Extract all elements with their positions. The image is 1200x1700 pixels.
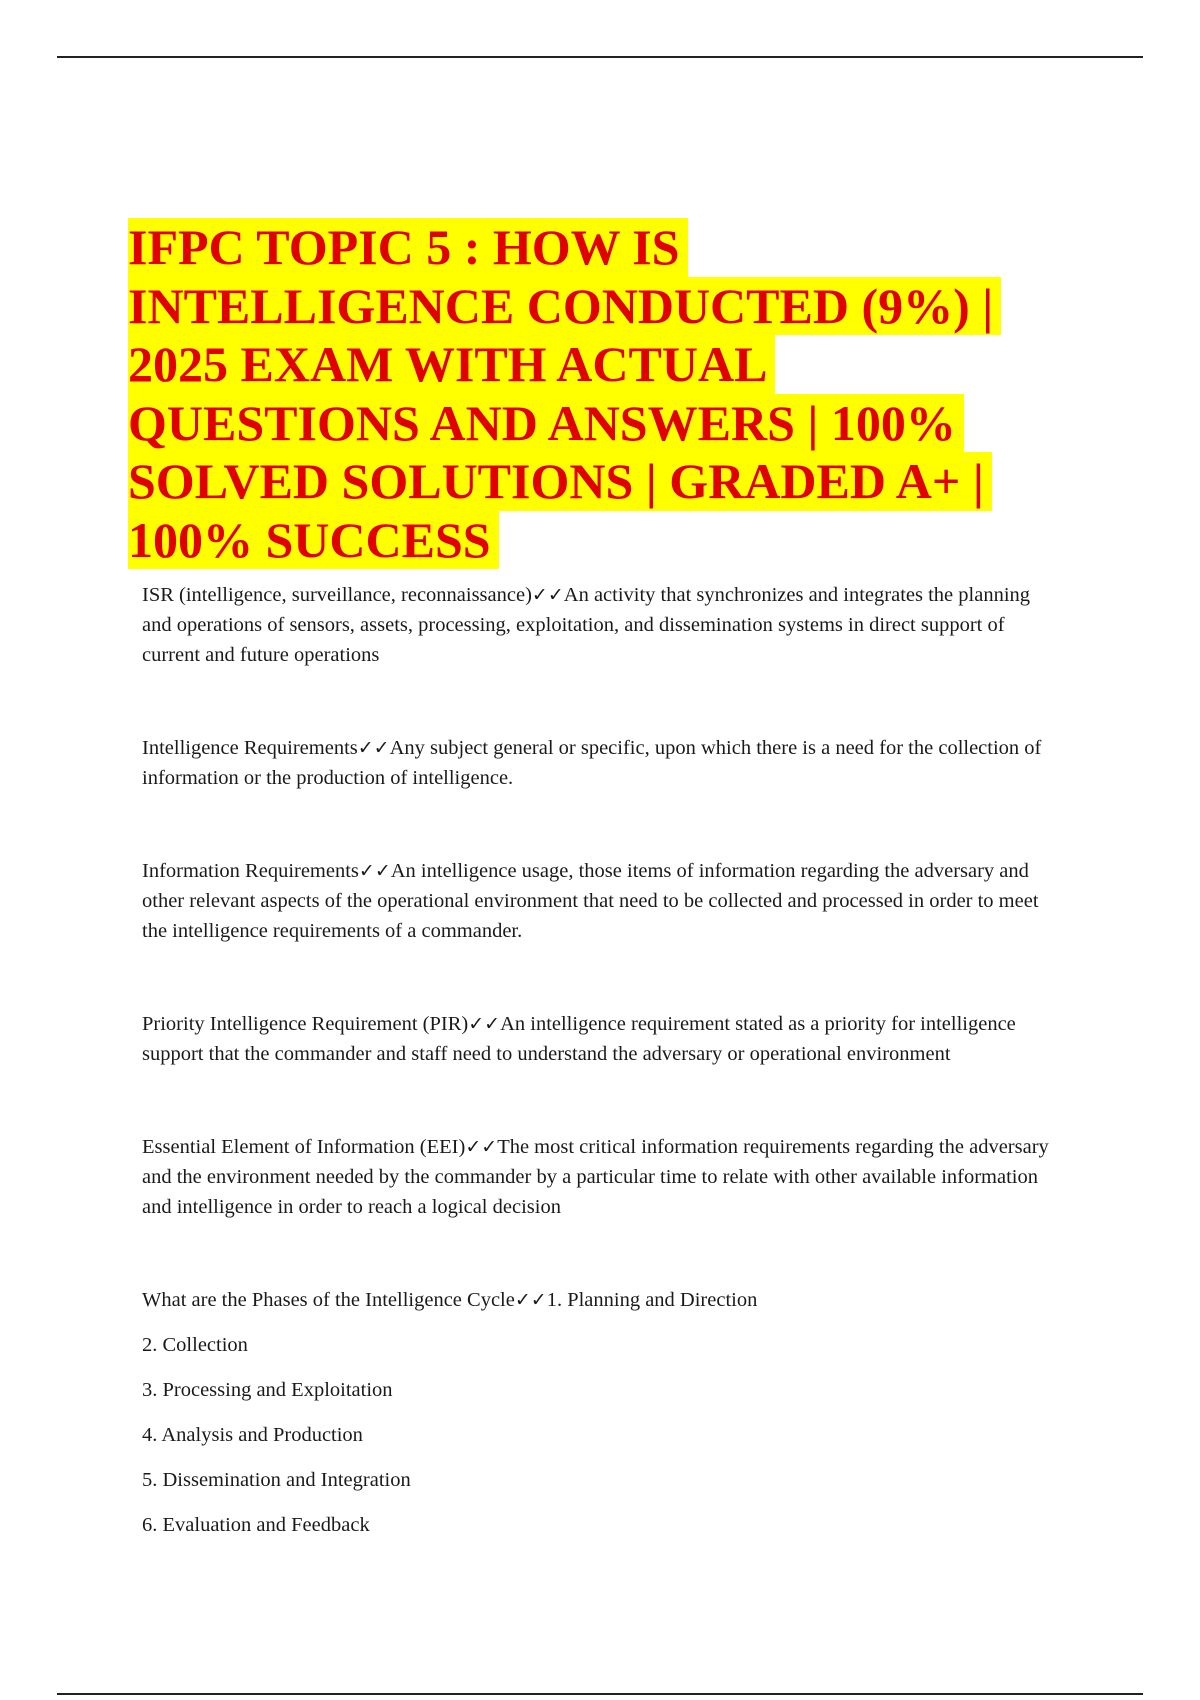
qa-entry-intelligence-requirements <box>142 733 1062 793</box>
entry-term: Intelligence Requirements <box>142 737 358 759</box>
phase-item: 1. Planning and Direction <box>546 1289 758 1311</box>
title-line: INTELLIGENCE CONDUCTED (9%) | <box>128 277 1001 336</box>
qa-entry-information-requirements <box>142 856 1062 946</box>
entry-term: Priority Intelligence Requirement (PIR) <box>142 1013 469 1035</box>
entry-definition: An intelligence usage, those items of information regarding the adversary and other relevant aspects of the operational environment that need to be collected and processed in order to meet the intelligence requirements of a commander. <box>142 860 1039 942</box>
double-check-icon: ✓✓ <box>357 737 390 759</box>
title-line: QUESTIONS AND ANSWERS | 100% <box>128 394 964 453</box>
phase-item: 5. Dissemination and Integration <box>142 1469 411 1491</box>
phase-item: 6. Evaluation and Feedback <box>142 1514 370 1536</box>
qa-entry-isr <box>142 580 1062 670</box>
entry-definition: Any subject general or specific, upon which there is a need for the collection of information or the production of intelligence. <box>142 737 1042 789</box>
phase-item: 2. Collection <box>142 1334 248 1356</box>
phase-item: 3. Processing and Exploitation <box>142 1379 393 1401</box>
double-check-icon: ✓✓ <box>468 1013 501 1035</box>
qa-content <box>142 580 1062 1540</box>
entry-term: ISR (intelligence, surveillance, reconnaissance) <box>142 584 532 606</box>
double-check-icon: ✓✓ <box>465 1136 498 1158</box>
title-line: 2025 EXAM WITH ACTUAL <box>128 335 775 394</box>
title-line: 100% SUCCESS <box>128 511 499 570</box>
double-check-icon: ✓✓ <box>358 860 391 882</box>
entry-term: What are the Phases of the Intelligence Cycle <box>142 1289 515 1311</box>
qa-entry-eei <box>142 1132 1062 1222</box>
title-line: SOLVED SOLUTIONS | GRADED A+ | <box>128 452 992 511</box>
bottom-rule <box>57 1693 1143 1695</box>
qa-entry-phases <box>142 1285 1062 1540</box>
entry-definition: An intelligence requirement stated as a priority for intelligence support that the commander and staff need to understand the adversary or operational environment <box>142 1013 1016 1065</box>
top-rule <box>57 56 1143 58</box>
title-line: IFPC TOPIC 5 : HOW IS <box>128 218 688 277</box>
entry-term: Essential Element of Information (EEI) <box>142 1136 466 1158</box>
double-check-icon: ✓✓ <box>531 584 564 606</box>
qa-entry-pir <box>142 1009 1062 1069</box>
document-title <box>128 218 1068 569</box>
phase-item: 4. Analysis and Production <box>142 1424 363 1446</box>
double-check-icon: ✓✓ <box>514 1289 547 1311</box>
entry-term: Information Requirements <box>142 860 359 882</box>
phases-list <box>142 1330 1062 1540</box>
entry-definition: An activity that synchronizes and integrates the planning and operations of sensors, assets, processing, exploitation, and dissemination systems in direct support of current and future operations <box>142 584 1031 666</box>
entry-definition: The most critical information requirements regarding the adversary and the environment needed by the commander by a particular time to relate with other available information and intelligence in order to reach a logical decision <box>142 1136 1049 1218</box>
